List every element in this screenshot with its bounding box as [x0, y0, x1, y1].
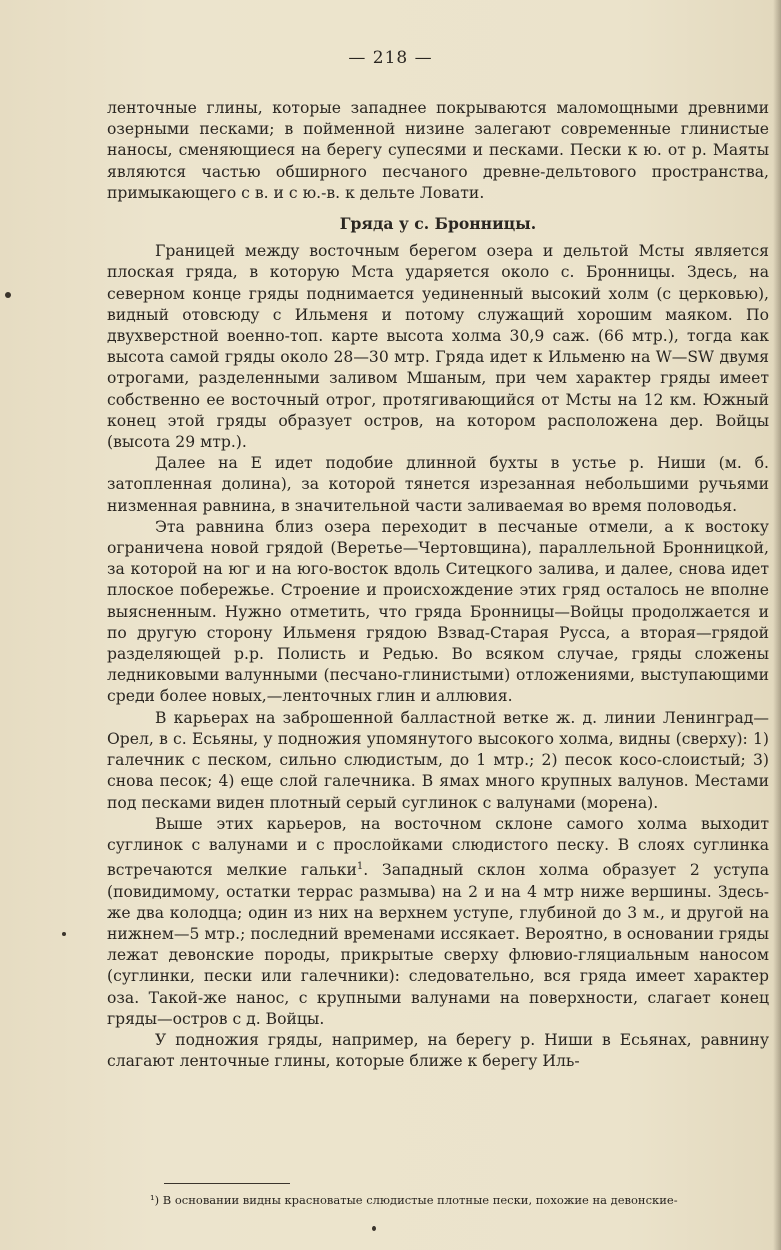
footnote	[150, 1193, 775, 1207]
speck-mark	[372, 1226, 376, 1231]
footnote-mark: ¹)	[150, 1193, 160, 1207]
paragraph-6-start: Выше этих карьеров, на восточном склоне самого холма выходит суглинок с валунами и с прослойками слюдистого песку. В слоях суглинка встречаются мелкие гальки	[107, 814, 769, 880]
paragraph-3: Далее на E идет подобие длинной бухты в устье р. Ниши (м. б. затопленная долина), за которой тянется изрезанная небольшими ручьями низменная равнина, в значительной части заливаемая во время половодья.	[107, 454, 769, 515]
paragraph-6-end: . Западный склон холма образует 2 уступа (повидимому, остатки террас размыва) на 2 и на 4 мтр ниже вершины. Здесь-же два колодца; один из них на верхнем уступе, глубиной до 3 м., и другой на нижнем—5 мтр.; последний временами иссякает. Вероятно, в основании гряды лежат девонские породы, прикрытые сверху флювио-гляциальным наносом (суглинки, пески или галечники): следовательно, вся гряда имеет характер оза. Такой-же нанос, с крупными валунами на поверхности, слагает конец гряды—остров с д. Войцы.	[107, 861, 770, 1028]
speck-mark	[5, 292, 11, 298]
paragraph-5: В карьерах на заброшенной балластной ветке ж. д. линии Ленинград—Орел, в с. Есьяны, у подножия упомянутого высокого холма, видны (сверху): 1) галечник с песком, сильно слюдистым, до 1 мтр.; 2) песок косо-слоистый; 3) снова песок; 4) еще слой галечника. В ямах много крупных валунов. Местами под песками виден плотный серый суглинок с валунами (морена).	[107, 708, 769, 812]
page-number: — 218 —	[348, 48, 433, 68]
speck-mark	[62, 932, 66, 936]
footnote-separator	[164, 1183, 290, 1184]
footnote-reference[interactable]: 1	[356, 861, 364, 873]
body-text	[107, 98, 769, 1072]
section-heading: Гряда у с. Бронницы.	[339, 214, 537, 234]
paragraph-2: Границей между восточным берегом озера и дельтой Мсты является плоская гряда, в которую Мста ударяется около с. Бронницы. Здесь, на северном конце гряды поднимается уединенный высокий холм (с церковью), видный отовсюду с Ильменя и потому служащий хорошим маяком. По двухверстной военно-топ. карте высота холма 30,9 саж. (66 мтр.), тогда как высота самой гряды около 28—30 мтр. Гряда идет к Ильменю на W—SW двумя отрогами, разделенными заливом Мшаным, при чем характер гряды имеет собственно ее восточный отрог, протягивающийся от Мсты на 12 км. Южный конец этой гряды образует остров, на котором расположена дер. Войцы (высота 29 мтр.).	[107, 242, 769, 452]
paragraph-4: Эта равнина близ озера переходит в песчаные отмели, а к востоку ограничена новой грядой (Веретье—Чертовщина), параллельной Бронницкой, за которой на юг и на юго-восток вдоль Ситецкого залива, и далее, снова идет плоское побережье. Строение и происхождение этих гряд осталось не вполне выясненным. Нужно отметить, что гряда Бронницы—Войцы продолжается и по другую сторону Ильменя грядою Взвад-Старая Русса, а вторая—грядой разделяющей р.р. Полисть и Редью. Во всяком случае, гряды сложены ледниковыми валунными (песчано-глинистыми) отложениями, выступающими среди более новых,—ленточных глин и аллювия.	[107, 517, 769, 706]
paragraph-6	[107, 814, 769, 1030]
paragraph-1: ленточные глины, которые западнее покрываются маломощными древними озерными песками; в пойменной низине залегают современные глинистые наносы, сменяющиеся на берегу супесями и песками. Пески к ю. от р. Маяты являются частью обширного песчаного древне-дельтового пространства, примыкающего с в. и с ю.-в. к дельте Ловати.	[107, 99, 769, 202]
footnote-text: В основании видны красноватые слюдистые плотные пески, похожие на девонские-	[162, 1193, 678, 1207]
paragraph-7: У подножия гряды, например, на берегу р. Ниши в Есьянах, равнину слагают ленточные глины, которые ближе к берегу Иль-	[107, 1030, 769, 1071]
page-edge-shadow	[773, 0, 781, 1250]
